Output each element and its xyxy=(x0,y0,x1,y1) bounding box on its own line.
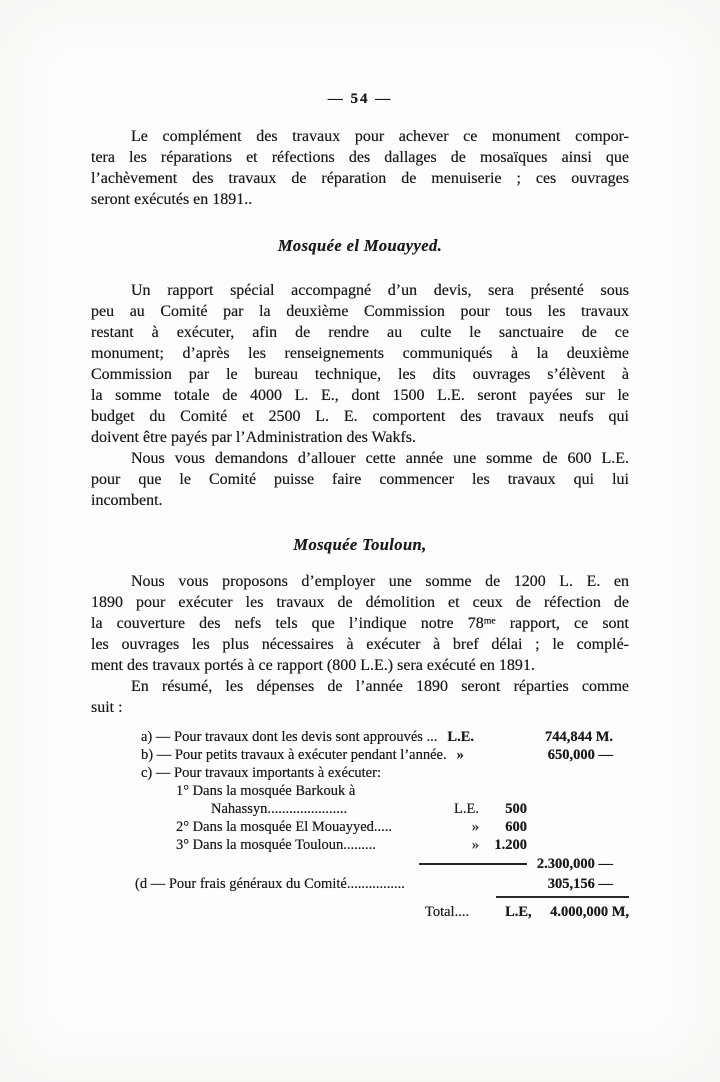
row-d-amount: 305,156 — xyxy=(547,876,613,892)
total-rule-row xyxy=(91,896,629,902)
row-d-label: (d — Pour frais généraux du Comité................ xyxy=(135,876,405,892)
total-label: Total.... xyxy=(425,904,470,920)
text-line: En résumé, les dépenses de l’année 1890 seront réparties comme xyxy=(131,678,629,695)
text-line: suit : xyxy=(91,699,123,716)
text-line: l’achèvement des travaux de réparation de menuiserie ; ces ouvrages xyxy=(91,170,629,187)
row-b-amount: 650,000 — xyxy=(547,747,613,763)
subrow-1-amount: 500 xyxy=(505,801,527,817)
text-line: la couverture des nefs tels que l’indique notre 78ᵐᵉ rapport, ce sont xyxy=(91,615,629,632)
table-subrow-3 xyxy=(91,836,527,854)
subrow-2-currency: » xyxy=(471,819,479,835)
text-line: Un rapport spécial accompagné d’un devis, sera présenté sous xyxy=(131,282,629,299)
subrow-1-label: 1° Dans la mosquée Barkouk à xyxy=(176,783,356,799)
heading-mosquee-el-mouayyed: Mosquée el Mouayyed. xyxy=(277,236,443,255)
paragraph-monument-completion xyxy=(91,126,629,210)
row-b-label: b) — Pour petits travaux à exécuter pendant l’année. xyxy=(141,747,447,763)
subrow-1-currency: L.E. xyxy=(454,801,479,817)
table-subrow-2 xyxy=(91,818,527,836)
row-c-label: c) — Pour travaux importants à exécuter: xyxy=(141,765,381,781)
text-line: doivent être payés par l’Administration des Wakfs. xyxy=(91,429,416,446)
text-line: Commission par le bureau technique, les dits ouvrages s’élèvent à xyxy=(91,366,629,383)
text-line: 1890 pour exécuter les travaux de démolition et ceux de réfection de xyxy=(91,594,629,611)
paragraph-rapport-special xyxy=(91,280,629,448)
text-line: budget du Comité et 2500 L. E. comportent des travaux neufs qui xyxy=(91,408,629,425)
subtotal-amount: 2.300,000 — xyxy=(536,856,613,872)
table-subrow-1-line2 xyxy=(91,800,527,818)
expense-summary-table xyxy=(91,728,629,921)
subrow-1-continuation: Nahassyn...................... xyxy=(211,801,348,817)
subrow-2-label: 2° Dans la mosquée El Mouayyed..... xyxy=(176,819,393,835)
page-number: — 54 — xyxy=(327,91,393,107)
text-line: peu au Comité par la deuxième Commission pour tous les travaux xyxy=(91,303,629,320)
table-subrow-1-line1 xyxy=(91,782,527,800)
row-a-label: a) — Pour travaux dont les devis sont approuvés ... xyxy=(141,729,438,745)
text-line: Nous vous demandons d’allouer cette année une somme de 600 L.E. xyxy=(131,450,629,467)
total-amount: 4.000,000 M, xyxy=(550,904,629,920)
text-line: restant à exécuter, afin de rendre au culte le sanctuaire de ce xyxy=(91,324,629,341)
text-line: incombent. xyxy=(91,492,163,509)
paragraph-en-resume xyxy=(91,676,629,718)
total-rule xyxy=(496,896,629,898)
text-line: Le complément des travaux pour achever ce monument compor- xyxy=(131,128,629,145)
table-total-row xyxy=(91,903,629,921)
paragraph-demande-allocation xyxy=(91,448,629,511)
total-currency: L.E, xyxy=(505,904,532,920)
subrow-3-label: 3° Dans la mosquée Touloun......... xyxy=(176,837,376,853)
subtotal-rule xyxy=(419,863,527,865)
subrow-3-amount: 1.200 xyxy=(494,837,527,853)
table-row-c xyxy=(91,764,629,782)
row-a-amount: 744,844 M. xyxy=(544,729,613,745)
table-row-d xyxy=(91,875,629,893)
subrow-3-currency: » xyxy=(471,837,479,853)
text-line: ment des travaux portés à ce rapport (800 L.E.) sera exécuté en 1891. xyxy=(91,657,535,674)
text-line: seront exécutés en 1891.. xyxy=(91,191,253,208)
table-row-b xyxy=(91,746,629,764)
text-line: pour que le Comité puisse faire commencer les travaux qui lui xyxy=(91,471,629,488)
table-subtotal-row xyxy=(91,855,629,873)
heading-mosquee-touloun: Mosquée Touloun, xyxy=(293,535,427,554)
subrow-2-amount: 600 xyxy=(505,819,527,835)
text-line: monument; d’après les renseignements communiqués à la deuxième xyxy=(91,345,629,362)
paragraph-proposition-touloun xyxy=(91,571,629,676)
row-b-currency: » xyxy=(456,747,464,763)
text-line: Nous vous proposons d’employer une somme de 1200 L. E. en xyxy=(131,573,629,590)
text-line: les ouvrages les plus nécessaires à exécuter à bref délai ; le complé- xyxy=(91,636,629,653)
table-row-a xyxy=(91,728,629,746)
text-line: la somme totale de 4000 L. E., dont 1500 L.E. seront payées sur le xyxy=(91,387,629,404)
row-a-currency: L.E. xyxy=(447,729,474,745)
text-line: tera les réparations et réfections des dallages de mosaïques ainsi que xyxy=(91,149,629,166)
